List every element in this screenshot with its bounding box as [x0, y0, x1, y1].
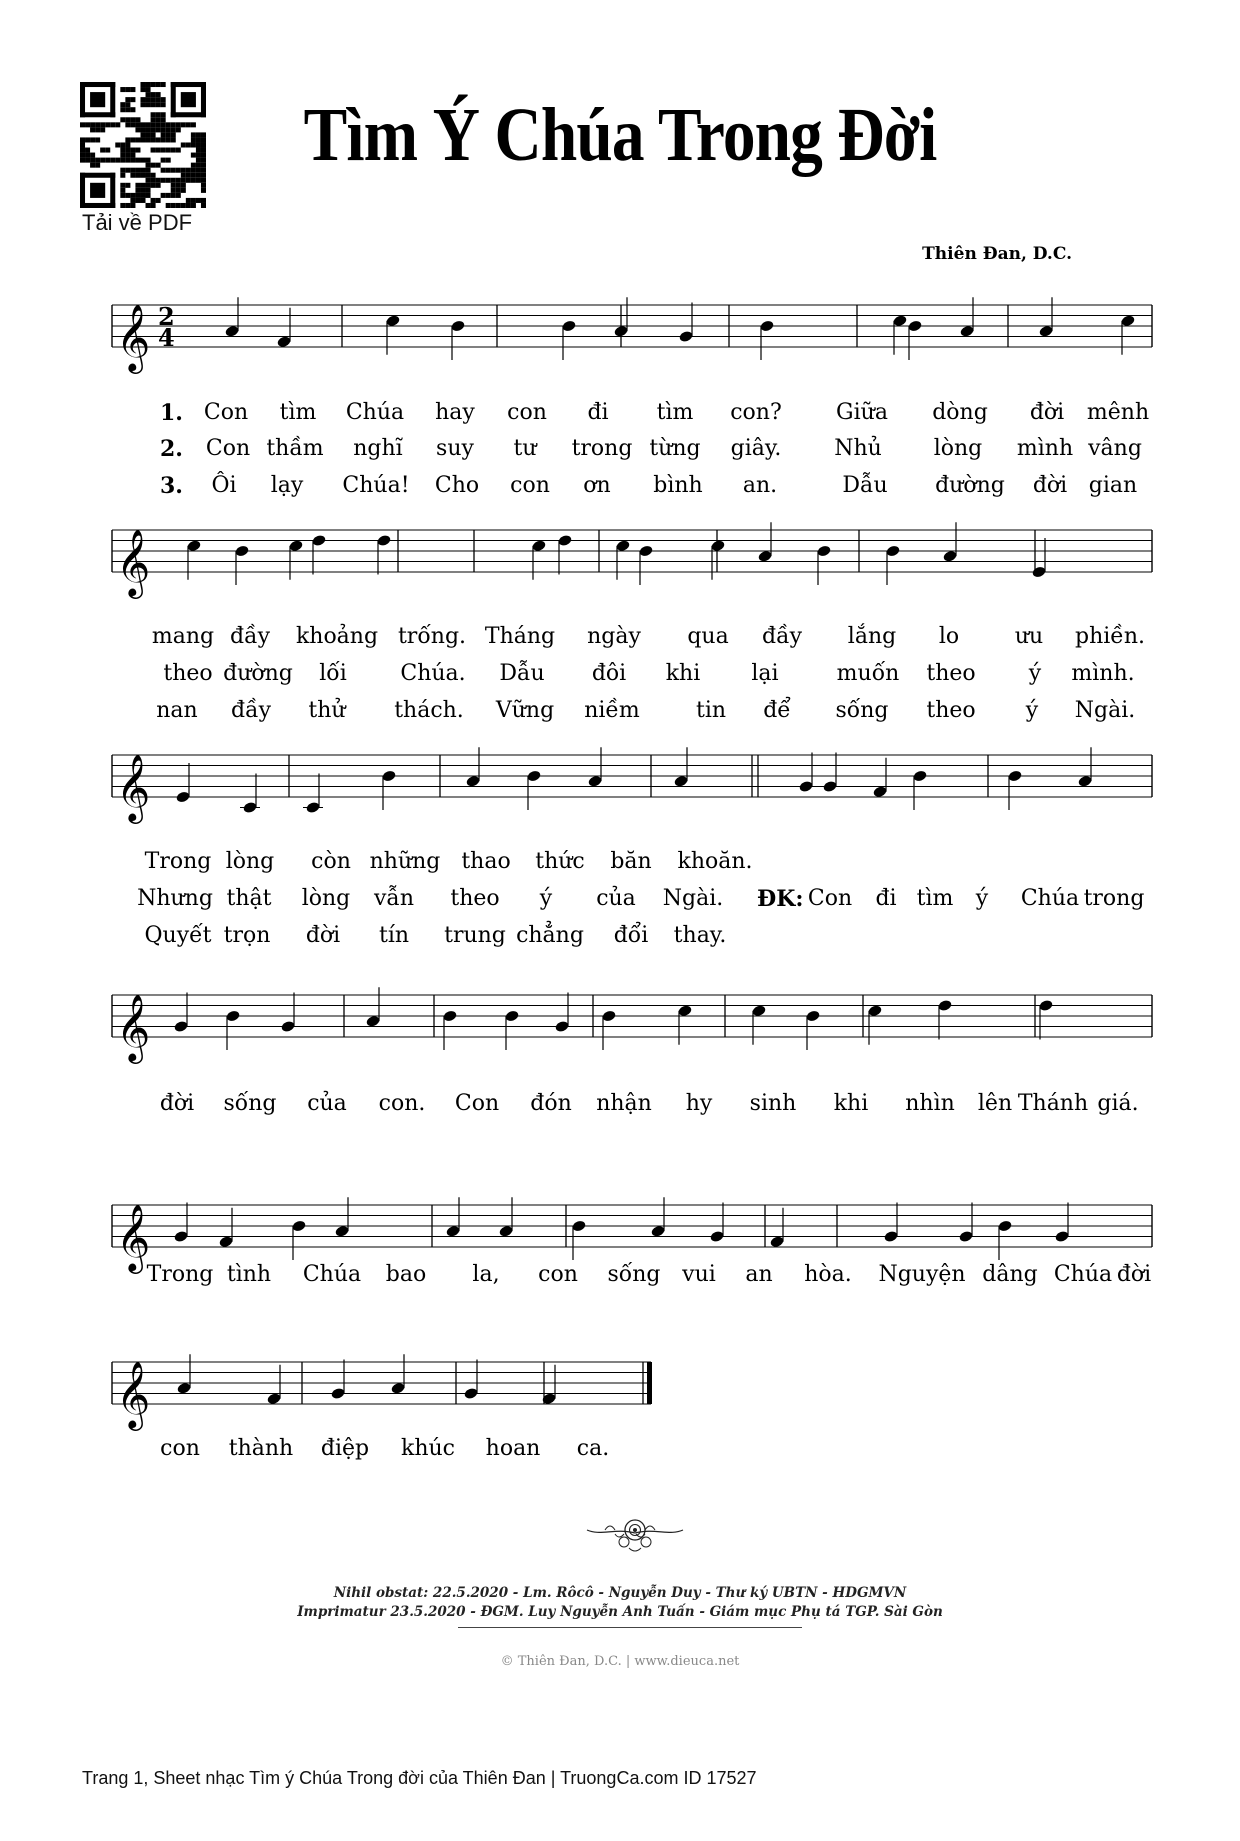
lyric-syllable: thao	[461, 849, 511, 874]
note-head	[892, 314, 907, 327]
lyric-syllable: trống.	[397, 624, 467, 649]
lyric-syllable: chẳng	[516, 923, 584, 948]
treble-clef-icon: 𝄞	[116, 753, 151, 821]
lyric-syllable: Tháng	[484, 624, 556, 649]
note-head	[883, 1230, 898, 1243]
lyric-line	[0, 886, 1240, 914]
lyric-syllable: tìm	[916, 886, 954, 911]
note-head	[805, 1009, 820, 1022]
lyric-syllable: hòa.	[804, 1262, 852, 1287]
lyric-syllable: theo	[926, 698, 976, 723]
lyric-syllable: lòng	[933, 436, 983, 461]
final-barline-thick	[647, 1362, 652, 1404]
lyric-syllable: Nhủ	[834, 436, 882, 461]
treble-clef-icon: 𝄞	[116, 1203, 151, 1271]
lyric-syllable: thức	[535, 849, 585, 874]
note-head	[311, 534, 326, 547]
lyric-syllable: tình	[226, 1262, 272, 1287]
lyric-syllable: nhìn	[905, 1091, 955, 1116]
staff-system	[0, 1332, 1240, 1452]
lyric-syllable: khoảng	[295, 624, 379, 649]
lyric-syllable: Ngài.	[662, 886, 724, 911]
lyric-syllable: con	[538, 1262, 578, 1287]
chorus-label: ĐK:	[757, 886, 804, 912]
lyric-syllable: theo	[926, 661, 976, 686]
time-signature-bottom: 4	[158, 323, 175, 352]
note-head	[390, 1382, 405, 1395]
note-head	[912, 769, 927, 782]
note-head	[798, 780, 813, 793]
treble-clef-icon: 𝄞	[116, 993, 151, 1061]
lyric-syllable: vui	[682, 1262, 716, 1287]
note-head	[280, 1020, 295, 1033]
lyric-syllable: thật	[226, 886, 272, 911]
lyric-syllable: Chúa.	[400, 661, 466, 686]
lyric-syllable: qua	[687, 624, 729, 649]
note-head	[334, 1225, 349, 1238]
note-head	[587, 775, 602, 788]
note-head	[937, 999, 952, 1012]
note-head	[531, 539, 546, 552]
note-head	[266, 1392, 281, 1405]
lyric-syllable: tư	[513, 436, 537, 461]
note-head	[959, 325, 974, 338]
note-head	[1031, 565, 1046, 578]
note-head	[504, 1009, 519, 1022]
lyric-syllable: Chúa	[345, 400, 405, 425]
lyric-syllable: ưu	[1014, 624, 1044, 649]
lyric-syllable: sống	[223, 1091, 277, 1116]
lyric-syllable: khoăn.	[677, 849, 753, 874]
note-head	[1038, 999, 1053, 1012]
lyric-syllable: con	[160, 1436, 200, 1461]
lyric-syllable: la,	[472, 1262, 500, 1287]
lyric-syllable: nghĩ	[353, 436, 403, 461]
lyric-syllable: nhận	[596, 1091, 652, 1116]
lyric-syllable: dòng	[932, 400, 988, 425]
lyric-syllable: sống	[607, 1262, 661, 1287]
note-head	[381, 769, 396, 782]
lyric-syllable: an.	[742, 473, 778, 498]
lyric-syllable: đổi	[613, 923, 649, 948]
imprimatur: Imprimatur 23.5.2020 - ĐGM. Luy Nguyễn Anh Tuấn - Giám mục Phụ tá TGP. Sài Gòn	[297, 1604, 943, 1620]
note-head	[571, 1219, 586, 1232]
note-head	[218, 1235, 233, 1248]
lyric-syllable: hy	[685, 1091, 713, 1116]
song-title: Tìm Ý Chúa Trong Đời	[303, 93, 937, 177]
lyric-syllable: Con	[454, 1091, 500, 1116]
lyric-syllable: theo	[450, 886, 500, 911]
page-footer: Trang 1, Sheet nhạc Tìm ý Chúa Trong đời của Thiên Đan | TruongCa.com ID 17527	[82, 1768, 757, 1788]
lyric-syllable: lắng	[847, 624, 897, 649]
lyric-syllable: đường	[223, 661, 293, 686]
lyric-syllable: thách.	[394, 698, 464, 723]
note-head	[376, 534, 391, 547]
lyric-syllable: băn	[610, 849, 652, 874]
note-head	[1038, 325, 1053, 338]
lyric-syllable: Vững	[495, 698, 555, 723]
lyric-syllable: hay	[435, 400, 475, 425]
lyric-syllable: Con	[205, 436, 251, 461]
lyric-syllable: trung	[444, 923, 506, 948]
lyric-line	[0, 624, 1240, 652]
staff-system	[0, 965, 1240, 1085]
lyric-syllable: đời	[1116, 1262, 1152, 1287]
lyric-syllable: Chúa	[1020, 886, 1080, 911]
note-head	[822, 780, 837, 793]
lyric-syllable: đời	[305, 923, 341, 948]
lyric-syllable: lối	[319, 661, 347, 686]
lyric-syllable: Trong	[144, 849, 212, 874]
note-head	[759, 319, 774, 332]
copyright-notice: © Thiên Đan, D.C. | www.dieuca.net	[500, 1654, 740, 1669]
lyric-syllable: Quyết	[144, 923, 212, 948]
divider	[458, 1627, 802, 1628]
lyric-syllable: an	[745, 1262, 773, 1287]
lyric-syllable: Cho	[434, 473, 480, 498]
note-head	[176, 1382, 191, 1395]
lyric-syllable: của	[307, 1091, 347, 1116]
note-head	[601, 1009, 616, 1022]
note-head	[288, 539, 303, 552]
nihil-obstat: Nihil obstat: 22.5.2020 - Lm. Rôcô - Nguyễn Duy - Thư ký UBTN - HDGMVN	[333, 1585, 907, 1601]
note-head	[958, 1230, 973, 1243]
lyric-syllable: tìm	[279, 400, 317, 425]
note-head	[224, 325, 239, 338]
lyric-syllable: bình	[653, 473, 703, 498]
note-head	[234, 544, 249, 557]
lyric-syllable: gian	[1088, 473, 1138, 498]
lyric-syllable: niềm	[584, 698, 640, 723]
note-head	[365, 1015, 380, 1028]
lyric-syllable: Thánh	[1017, 1091, 1089, 1116]
treble-clef-icon: 𝄞	[116, 303, 151, 371]
lyric-line	[0, 436, 1240, 464]
lyric-syllable: mang	[151, 624, 215, 649]
lyric-line	[0, 1262, 1240, 1290]
lyric-syllable: lòng	[301, 886, 351, 911]
verse-number: 2.	[160, 436, 183, 462]
note-head	[445, 1225, 460, 1238]
lyric-syllable: con.	[378, 1091, 426, 1116]
note-head	[225, 1009, 240, 1022]
lyric-syllable: đầy	[762, 624, 802, 649]
lyric-syllable: Chúa	[1053, 1262, 1113, 1287]
lyric-syllable: những	[369, 849, 441, 874]
note-head	[463, 1387, 478, 1400]
lyric-syllable: đời	[159, 1091, 195, 1116]
note-head	[276, 335, 291, 348]
note-head	[385, 314, 400, 327]
lyric-syllable: Con	[807, 886, 853, 911]
lyric-syllable: đầy	[231, 698, 271, 723]
note-head	[769, 1235, 784, 1248]
lyric-syllable: hoan	[485, 1436, 541, 1461]
lyric-syllable: mình.	[1071, 661, 1135, 686]
lyric-syllable: đời	[1032, 473, 1068, 498]
note-head	[173, 1020, 188, 1033]
lyric-line	[0, 1091, 1240, 1119]
note-head	[291, 1219, 306, 1232]
lyric-syllable: còn	[311, 849, 351, 874]
composer-credit: Thiên Đan, D.C.	[922, 244, 1072, 264]
lyric-syllable: nan	[156, 698, 198, 723]
note-head	[638, 544, 653, 557]
lyric-syllable: lạy	[270, 473, 304, 498]
lyric-syllable: lo	[938, 624, 960, 649]
lyric-syllable: đôi	[591, 661, 627, 686]
lyric-syllable: ý	[539, 886, 553, 911]
note-head	[1120, 314, 1135, 327]
note-head	[872, 785, 887, 798]
note-head	[613, 325, 628, 338]
note-head	[561, 319, 576, 332]
lyric-syllable: tín	[378, 923, 410, 948]
lyric-syllable: giá.	[1097, 1091, 1139, 1116]
lyric-syllable: vâng	[1088, 436, 1142, 461]
note-head	[816, 544, 831, 557]
note-head	[710, 539, 725, 552]
lyric-line	[0, 923, 1240, 951]
lyric-syllable: ý	[1025, 698, 1039, 723]
lyric-syllable: Nhưng	[137, 886, 213, 911]
note-head	[997, 1219, 1012, 1232]
rose-ornament-icon	[585, 1508, 685, 1558]
note-head	[673, 775, 688, 788]
lyric-syllable: tìm	[656, 400, 694, 425]
lyric-syllable: ơn	[583, 473, 611, 498]
note-head	[885, 544, 900, 557]
lyric-syllable: ý	[975, 886, 989, 911]
lyric-syllable: của	[596, 886, 636, 911]
lyric-syllable: thầm	[266, 436, 324, 461]
note-head	[907, 319, 922, 332]
note-head	[450, 319, 465, 332]
lyric-line	[0, 661, 1240, 689]
note-head	[554, 1020, 569, 1033]
lyric-syllable: khúc	[401, 1436, 455, 1461]
lyric-syllable: ý	[1028, 661, 1042, 686]
lyric-syllable: con	[507, 400, 547, 425]
note-head	[557, 534, 572, 547]
note-head	[678, 330, 693, 343]
note-head	[465, 775, 480, 788]
lyric-syllable: sinh	[749, 1091, 797, 1116]
note-head	[186, 539, 201, 552]
lyric-syllable: Nguyện	[878, 1262, 966, 1287]
lyric-syllable: Dẫu	[499, 661, 545, 686]
lyric-syllable: lòng	[225, 849, 275, 874]
lyric-syllable: đường	[935, 473, 1005, 498]
note-head	[867, 1004, 882, 1017]
lyric-syllable: đời	[1029, 400, 1065, 425]
note-head	[173, 1230, 188, 1243]
note-head	[175, 790, 190, 803]
lyric-syllable: trong	[571, 436, 633, 461]
lyric-syllable: thử	[308, 698, 346, 723]
note-head	[330, 1387, 345, 1400]
note-head	[442, 1009, 457, 1022]
note-head	[1007, 769, 1022, 782]
lyric-syllable: Ôi	[211, 473, 237, 498]
note-head	[1054, 1230, 1069, 1243]
lyric-syllable: vẫn	[373, 886, 415, 911]
staff-system	[0, 275, 1240, 395]
lyric-syllable: trong	[1083, 886, 1145, 911]
lyric-line	[0, 698, 1240, 726]
lyric-line	[0, 849, 1240, 877]
note-head	[498, 1225, 513, 1238]
lyric-syllable: đi	[875, 886, 897, 911]
lyric-syllable: tin	[695, 698, 727, 723]
note-head	[615, 539, 630, 552]
lyric-syllable: theo	[163, 661, 213, 686]
download-pdf-link[interactable]: Tải về PDF	[82, 210, 193, 235]
lyric-syllable: lên	[977, 1091, 1013, 1116]
time-signature-top: 2	[158, 302, 175, 331]
treble-clef-icon: 𝄞	[116, 1360, 151, 1428]
treble-clef-icon: 𝄞	[116, 528, 151, 596]
note-head	[677, 1004, 692, 1017]
staff-system	[0, 725, 1240, 845]
lyric-syllable: bao	[385, 1262, 427, 1287]
note-head	[751, 1004, 766, 1017]
lyric-syllable: mênh	[1086, 400, 1150, 425]
lyric-syllable: đi	[587, 400, 609, 425]
lyric-syllable: thay.	[673, 923, 727, 948]
lyric-syllable: lại	[751, 661, 779, 686]
lyric-syllable: ngày	[587, 624, 641, 649]
staff-system	[0, 500, 1240, 620]
lyric-syllable: phiền.	[1075, 624, 1145, 649]
lyric-syllable: để	[763, 698, 791, 723]
lyric-syllable: ca.	[576, 1436, 610, 1461]
note-head	[942, 550, 957, 563]
lyric-syllable: Chúa	[302, 1262, 362, 1287]
lyric-syllable: giây.	[730, 436, 782, 461]
lyric-syllable: thành	[228, 1436, 294, 1461]
lyric-syllable: Trong	[146, 1262, 214, 1287]
note-head	[709, 1230, 724, 1243]
lyric-syllable: đầy	[230, 624, 270, 649]
lyric-syllable: dâng	[982, 1262, 1038, 1287]
lyric-syllable: từng	[649, 436, 701, 461]
note-head	[757, 550, 772, 563]
lyric-syllable: muốn	[836, 661, 900, 686]
note-head	[1077, 775, 1092, 788]
lyric-syllable: sống	[835, 698, 889, 723]
lyric-syllable: Dẫu	[842, 473, 888, 498]
verse-number: 3.	[160, 473, 183, 499]
lyric-syllable: con	[510, 473, 550, 498]
lyric-syllable: khi	[665, 661, 701, 686]
lyric-syllable: Chúa!	[342, 473, 410, 498]
lyric-line	[0, 1436, 1240, 1464]
note-head	[526, 769, 541, 782]
lyric-syllable: khi	[833, 1091, 869, 1116]
lyric-syllable: suy	[436, 436, 474, 461]
verse-number: 1.	[160, 400, 183, 426]
note-head	[650, 1225, 665, 1238]
lyric-syllable: trọn	[223, 923, 271, 948]
lyric-syllable: Giữa	[836, 400, 888, 425]
lyric-syllable: Con	[203, 400, 249, 425]
lyric-line	[0, 400, 1240, 428]
lyric-syllable: con?	[730, 400, 782, 425]
lyric-syllable: điệp	[320, 1436, 370, 1461]
lyric-line	[0, 473, 1240, 501]
lyric-syllable: Ngài.	[1074, 698, 1136, 723]
lyric-syllable: đón	[530, 1091, 572, 1116]
lyric-syllable: mình	[1016, 436, 1074, 461]
